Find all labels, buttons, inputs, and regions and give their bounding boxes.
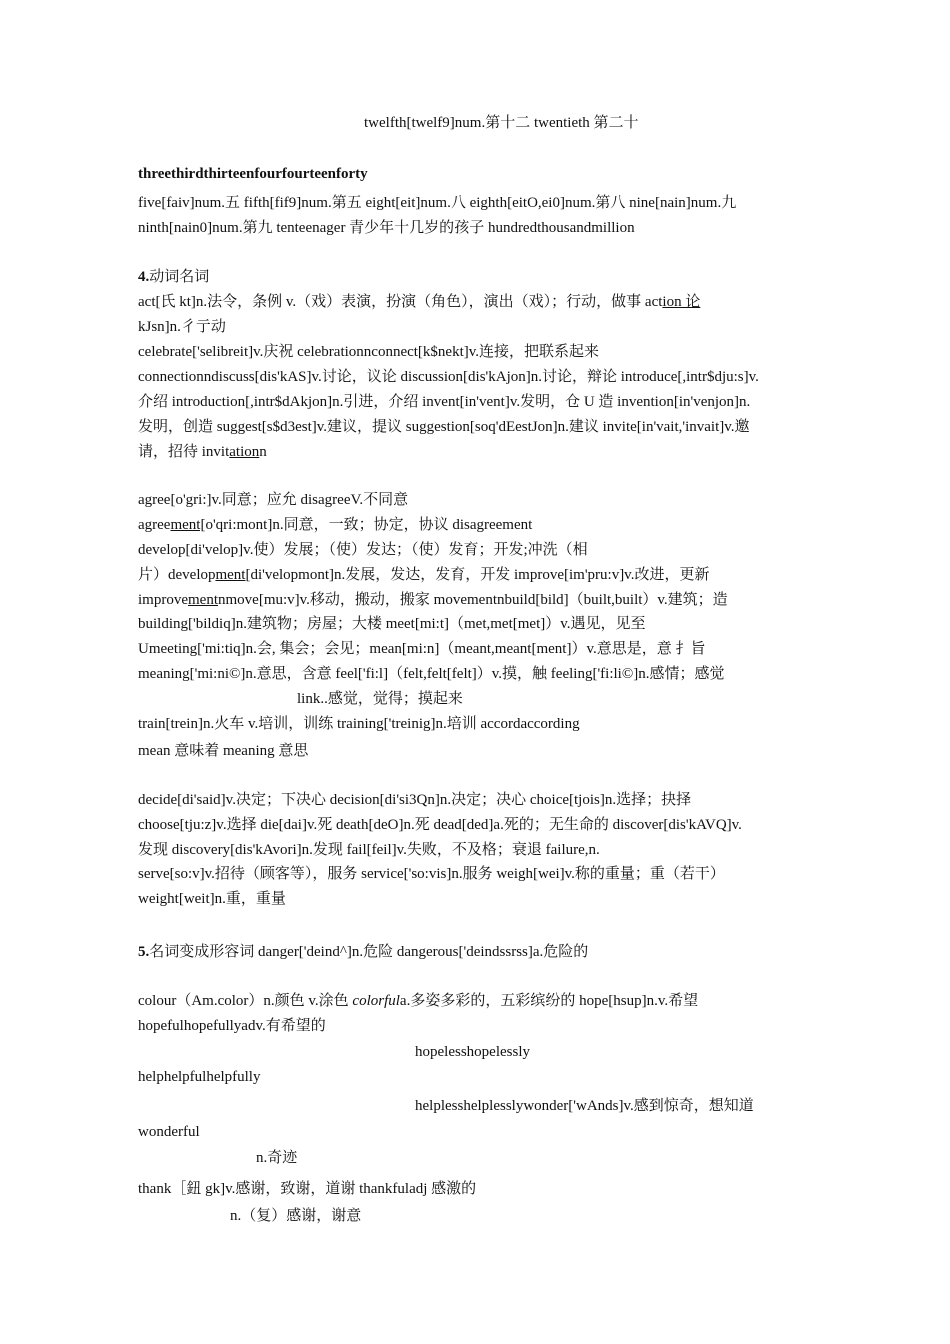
text-line (138, 990, 698, 1012)
line-text: wonderful (138, 1124, 200, 1140)
line-text: threethirdthirteenfourfourteenforty (138, 166, 368, 182)
line-text: 介绍 introduction[,intr$dAkjon]n.引进，介绍 invent[in'vent]v.发明，仓 U 造 invention[in'venjon]n. (138, 394, 751, 410)
line-text: hopelesshopelessly (415, 1044, 530, 1060)
text-line (138, 589, 728, 611)
text-line (138, 888, 286, 910)
line-text: 发现 discovery[dis'kAvori]n.发现 fail[feil]v.失败，不及格；衰退 failure,n. (138, 842, 600, 858)
line-text: Umeeting['mi:tiq]n.会, 集会；会见；mean[mi:n]（meant,meant[ment]）v.意思是，意 扌旨 (138, 641, 706, 657)
text-line (138, 1015, 326, 1037)
line-text: connectionndiscuss[dis'kAS]v.讨论，议论 discussion[dis'kAjon]n.讨论，辩论 introduce[,intr$dju:s]v. (138, 369, 759, 385)
line-text: thank［鈕 gk]v.感谢，致谢，道谢 thankfuladj 感激的 (138, 1181, 477, 1197)
line-text: improve (138, 592, 188, 608)
line-text: n.奇迹 (256, 1150, 298, 1166)
text-line (138, 514, 532, 536)
line-text: 请，招待 invit (138, 444, 230, 460)
text-line (138, 638, 705, 660)
line-text: colour（Am.color）n.颜色 v.涂色 (138, 993, 353, 1009)
line-text: [di'velopmont]n.发展，发达，发育，开发 improve[im'pru:v]v.改进，更新 (245, 567, 710, 583)
text-line (415, 1095, 754, 1117)
line-text: o'qri:mont]n.同意，一致；协定，协议 disagreement (205, 517, 533, 533)
section-heading (138, 163, 368, 185)
section-title: 动词名词 (149, 269, 210, 285)
section-heading (138, 941, 588, 963)
line-text: train[trein]n.火车 v.培训，训练 training['treinig]n.培训 accordaccording (138, 716, 580, 732)
line-text: helplesshelplesslywonder['wAnds]v.感到惊奇，想知道 (415, 1098, 754, 1114)
line-text: meaning['mi:ni©]n.意思，含意 feel['fi:l]（felt,felt[felt]）v.摸，触 feeling['fi:li©]n.感情；感觉 (138, 666, 725, 682)
text-line (138, 441, 267, 463)
text-line (138, 316, 226, 338)
line-text: twelfth[twelf9]num.第十二 twentieth 第二十 (364, 115, 639, 131)
text-line (138, 489, 408, 511)
text-line (230, 1205, 361, 1227)
text-line (138, 613, 646, 635)
underlined-text: ment (188, 592, 218, 608)
line-text: weight[weit]n.重，重量 (138, 891, 286, 907)
line-text: celebrate['selibreit]v.庆祝 celebrationnconnect[k$nekt]v.连接，把联系起来 (138, 344, 600, 360)
italic-text: colorful (352, 993, 400, 1009)
text-line (138, 366, 759, 388)
line-text: choose[tju:z]v.选择 die[dai]v.死 death[deO]n.死 dead[ded]a.死的；无生命的 discover[dis'kAVQ]v. (138, 817, 742, 833)
text-line (138, 217, 635, 239)
text-line (256, 1147, 297, 1169)
underlined-text: ation (229, 444, 260, 460)
text-line (138, 839, 600, 861)
line-text: 片）develop (138, 567, 216, 583)
underlined-text: ment[ (170, 517, 206, 533)
line-text: hopefulhopefullyadv.有希望的 (138, 1018, 326, 1034)
text-line (138, 341, 599, 363)
text-line (138, 291, 700, 313)
line-text: kJsn]n.彳亍动 (138, 319, 226, 335)
line-text: agree[o'gri:]v.同意；应允 disagreeV.不同意 (138, 492, 409, 508)
text-line (138, 192, 736, 214)
text-line (138, 564, 709, 586)
line-text: mean 意味着 meaning 意思 (138, 743, 309, 759)
line-text: ninth[nain0]num.第九 tenteenager 青少年十几岁的孩子 hundredthousandmillion (138, 220, 635, 236)
line-text: helphelpfulhelpfully (138, 1069, 261, 1085)
line-text: n (259, 444, 267, 460)
line-text: nmove[mu:v]v.移动，搬动，搬家 movementnbuild[bild]（built,built）v.建筑；造 (218, 592, 728, 608)
text-line (138, 539, 588, 561)
line-text: a.多姿多彩的，五彩缤纷的 hope[hsup]n.v.希望 (399, 993, 699, 1009)
section-title: 名词变成形容词 danger['deind^]n.危险 dangerous['deindssrss]a.危险的 (149, 944, 589, 960)
section-heading (138, 266, 209, 288)
section-number: 4. (138, 269, 150, 285)
line-text: develop[di'velop]v.使）发展；（使）发达；（使）发育；开发;冲洗（相 (138, 542, 588, 558)
text-line (138, 663, 724, 685)
line-text: link..感觉，觉得；摸起来 (297, 691, 463, 707)
line-text: building['bildiq]n.建筑物；房屋；大楼 meet[mi:t]（met,met[met]）v.遇见，见至 (138, 616, 646, 632)
text-line (297, 688, 463, 710)
text-line (138, 1178, 476, 1200)
underlined-text: ion 论 (662, 294, 701, 310)
text-line (138, 416, 750, 438)
line-text: act[氏 kt]n.法令，条例 v.（戏）表演，扮演（角色），演出（戏）；行动，做事 act (138, 294, 663, 310)
line-text: five[faiv]num.五 fifth[fif9]num.第五 eight[eit]num.八 eighth[eitO,ei0]num.第八 nine[nain]num.九 (138, 195, 737, 211)
text-line (415, 1041, 530, 1063)
section-number: 5. (138, 944, 150, 960)
line-text: serve[so:v]v.招待（顾客等），服务 service['so:vis]n.服务 weigh[wei]v.称的重量；重（若干） (138, 866, 725, 882)
line-text: decide[di'said]v.决定；下决心 decision[di'si3Qn]n.决定；决心 choice[tjois]n.选择；抉择 (138, 792, 692, 808)
line-text: n.（复）感谢，谢意 (230, 1208, 362, 1224)
line-text: 发明，创造 suggest[s$d3est]v.建议，提议 suggestion[soq'dEestJon]n.建议 invite[in'vait,'invait]v.邀 (138, 419, 750, 435)
text-line (138, 1066, 260, 1088)
text-line (138, 713, 580, 735)
text-line (138, 863, 725, 885)
underlined-text: ment (215, 567, 246, 583)
text-line (138, 391, 750, 413)
text-line (138, 740, 308, 762)
text-line (138, 1121, 200, 1143)
line-text: agree (138, 517, 171, 533)
text-line (364, 112, 639, 134)
text-line (138, 814, 742, 836)
text-line (138, 789, 691, 811)
